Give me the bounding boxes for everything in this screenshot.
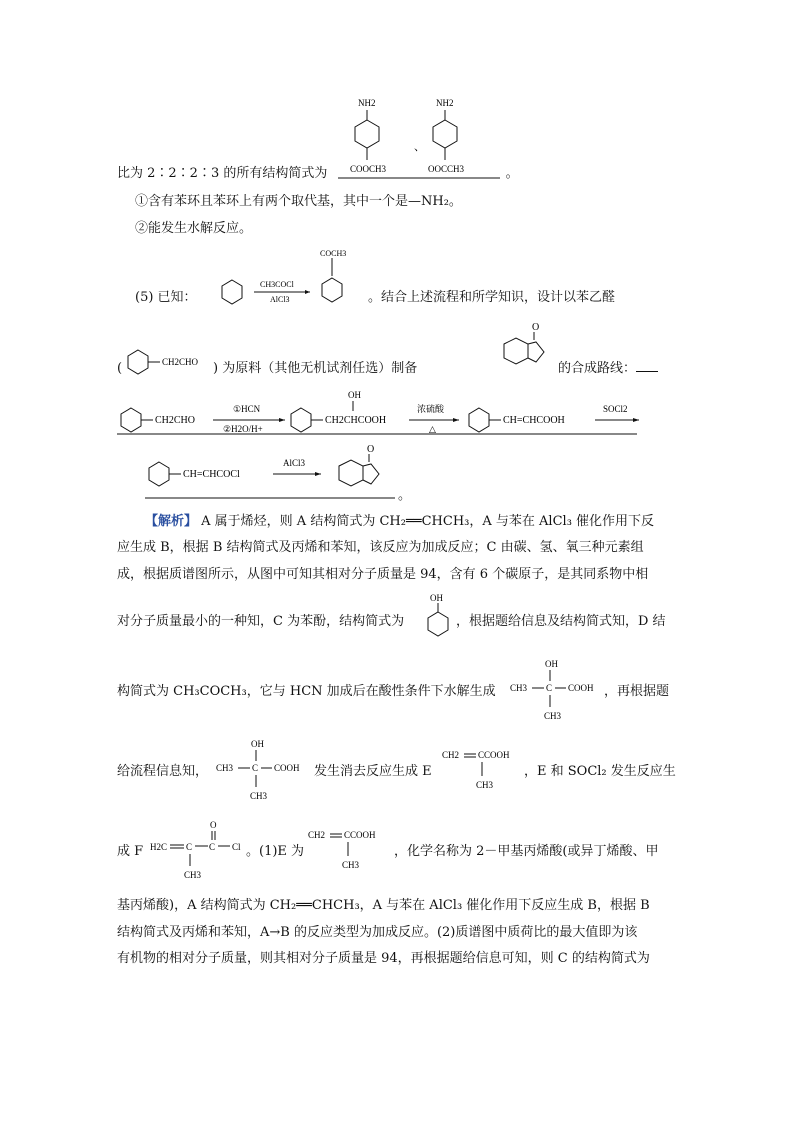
svg-text:CH3: CH3 [510,683,528,693]
struct1-cooch3: COOCH3 [350,164,387,174]
synthesis-route-2 [145,440,405,502]
answer-separator: 、 [414,141,425,153]
q5-line2-end: 的合成路线： [558,361,658,377]
q5-line2-text: ) 为原料（其他无机试剂任选）制备 [213,361,418,376]
benzene-ring-icon [469,408,489,432]
svg-text:CH3: CH3 [216,763,234,773]
svg-text:△: △ [429,424,436,434]
svg-text:CH3: CH3 [544,711,562,721]
analysis-p7b: 。(1)E 为 [246,844,305,859]
svg-text:C: C [546,683,553,693]
svg-text:②H2O/H+: ②H2O/H+ [223,424,263,434]
analysis-p10: 有机物的相对分子质量，则其相对分子质量是 94，再根据题给信息可知，则 C 的结构简式为 [117,951,650,966]
analysis-p3: 成，根据质谱图所示，从图中可知其相对分子质量是 94，含有 6 个碳原子，是其同系物中相 [117,567,649,582]
svg-text:CH2: CH2 [442,750,460,760]
svg-text:SOCl2: SOCl2 [603,404,628,414]
svg-text:CH3: CH3 [250,791,268,801]
svg-text:CH2CHO: CH2CHO [155,415,196,426]
methacryloyl-chloride [148,818,248,880]
benzene-ring-icon [355,120,379,148]
struct2-oocch3: OOCCH3 [428,164,465,174]
q4-condition-2: ②能发生水解反应。 [135,221,253,236]
synthesis-route-1 [117,388,642,436]
analysis-tag: 【解析】 [145,514,198,529]
svg-text:COCH3: COCH3 [320,249,347,258]
analysis-p6b: 发生消去反应生成 E [314,764,432,779]
analysis-p9: 结构简式及丙烯和苯知，A→B 的反应类型为加成反应。(2)质谱图中质荷比的最大值即为该 [117,925,638,940]
svg-text:C: C [186,842,193,852]
svg-text:CH3: CH3 [342,860,360,870]
benzene-ring-icon [322,278,342,302]
benzene-ring-icon [121,408,141,432]
svg-text:CCOOH: CCOOH [478,750,510,760]
svg-text:CCOOH: CCOOH [344,830,376,840]
svg-text:CH3COCl: CH3COCl [260,280,294,289]
svg-text:CH2: CH2 [308,830,326,840]
svg-text:CH2CHCOOH: CH2CHCOOH [325,415,387,426]
q5-label: (5) 已知： [135,290,197,305]
svg-text:CH=CHCOOH: CH=CHCOOH [503,415,565,426]
svg-text:OH: OH [251,739,264,749]
svg-text:COOH: COOH [274,763,300,773]
analysis-p2: 应生成 B，根据 B 结构简式及丙烯和苯知，该反应为加成反应；C 由碳、氢、氧三种元素组 [117,540,644,555]
svg-text:AlCl3: AlCl3 [283,458,306,468]
q4-condition-1: ①含有苯环且苯环上有两个取代基，其中一个是—NH₂。 [135,194,462,209]
struct2-nh2: NH2 [436,98,454,108]
svg-text:COOH: COOH [568,683,594,693]
svg-text:C: C [209,842,216,852]
q5-after-text: 。结合上述流程和所学知识，设计以苯乙醛 [368,290,616,305]
analysis-p4b: ，根据题给信息及结构简式知，D 结 [456,614,666,629]
svg-text:浓硫酸: 浓硫酸 [417,404,445,414]
svg-text:CH3: CH3 [476,780,494,790]
analysis-p7c: ，化学名称为 2－甲基丙烯酸(或异丁烯酸、甲 [394,844,659,859]
analysis-p5a: 构简式为 CH₃COCH₃，它与 HCN 加成后在酸性条件下水解生成 [117,684,496,699]
analysis-p1: 【解析】 A 属于烯烃，则 A 结构简式为 CH₂══CHCH₃，A 与苯在 AlCl₃ 催化作用下反 [145,514,655,529]
hydroxyisobutyric-acid [508,655,608,727]
phenylacetaldehyde [124,346,214,378]
benzene-ring-icon [433,120,457,148]
analysis-p4a: 对分子质量最小的一种知，C 为苯酚，结构简式为 [117,614,405,629]
methacrylic-acid [440,746,530,796]
analysis-p8: 基丙烯酸)，A 结构简式为 CH₂══CHCH₃，A 与苯在 AlCl₃ 催化作用下反应生成 B，根据 B [117,898,650,913]
indenone-icon [488,318,558,380]
hydroxyisobutyric-acid-2 [214,735,314,807]
analysis-p5b: ，再根据题 [604,684,670,699]
benzene-ring-icon [128,350,148,374]
struct1-nh2: NH2 [358,98,376,108]
svg-text:CH2CHO: CH2CHO [162,357,199,367]
benzene-ring-icon [149,462,169,486]
q5-line2-open: ( [117,361,123,376]
analysis-p6c: ，E 和 SOCl₂ 发生反应生 [524,764,676,779]
benzene-ring-icon [428,612,448,636]
svg-text:H2C: H2C [150,842,168,852]
svg-text:OH: OH [430,593,443,603]
analysis-p6a: 给流程信息知， [117,764,209,779]
svg-text:AlCl3: AlCl3 [270,295,290,304]
given-reaction-scheme [210,244,360,306]
svg-text:Cl: Cl [232,842,241,852]
svg-text:OH: OH [545,659,558,669]
svg-text:①HCN: ①HCN [233,404,261,414]
svg-text:CH=CHCOCl: CH=CHCOCl [183,469,240,480]
svg-text:O: O [367,444,375,455]
methacrylic-acid-2 [306,826,396,876]
svg-text:CH3: CH3 [184,870,202,880]
svg-text:O: O [532,322,540,333]
benzene-ring-icon [291,408,311,432]
analysis-p7a: 成 F [117,844,144,859]
route-end: 。 [398,488,412,503]
svg-text:O: O [210,820,217,830]
benzene-ring-icon [222,280,242,304]
svg-text:OH: OH [348,390,361,400]
svg-text:C: C [252,763,259,773]
phenol-structure [422,592,458,638]
q4-prefix-line: 比为 2∶2∶2∶3 的所有结构简式为 。 [117,166,519,181]
